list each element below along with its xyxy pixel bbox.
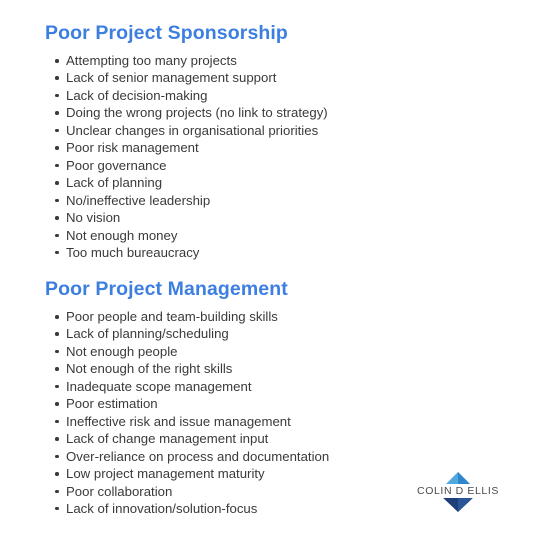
list-item xyxy=(45,500,329,517)
list-item-text: Lack of change management input xyxy=(66,431,269,447)
list-item xyxy=(45,483,329,500)
list-item-text: Not enough people xyxy=(66,343,178,359)
list-item-text: Poor estimation xyxy=(66,396,158,412)
bullet-icon xyxy=(55,234,59,238)
list-item-text: No vision xyxy=(66,210,121,226)
list-item-text: Lack of innovation/solution-focus xyxy=(66,500,258,516)
list-item-text: Lack of senior management support xyxy=(66,70,277,86)
bullet-icon xyxy=(55,111,59,115)
management-section xyxy=(45,276,329,517)
list-item xyxy=(45,343,329,360)
list-item xyxy=(45,87,328,104)
list-item xyxy=(45,52,328,69)
bullet-icon xyxy=(55,76,59,80)
list-item xyxy=(45,122,328,139)
list-item-text: Not enough money xyxy=(66,227,178,243)
bullet-icon xyxy=(55,332,59,336)
list-item xyxy=(45,395,329,412)
bullet-icon xyxy=(55,367,59,371)
list-item xyxy=(45,413,329,430)
bullet-icon xyxy=(55,129,59,133)
list-item xyxy=(45,325,329,342)
bullet-icon xyxy=(55,402,59,406)
management-heading: Poor Project Management xyxy=(45,278,288,300)
bullet-icon xyxy=(55,59,59,63)
bullet-icon xyxy=(55,490,59,494)
bullet-icon xyxy=(55,472,59,476)
list-item-text: Not enough of the right skills xyxy=(66,361,233,377)
bullet-icon xyxy=(55,181,59,185)
list-item xyxy=(45,244,328,261)
bullet-icon xyxy=(55,199,59,203)
bullet-icon xyxy=(55,455,59,459)
list-item-text: Inadequate scope management xyxy=(66,378,252,394)
bullet-icon xyxy=(55,146,59,150)
sponsorship-heading: Poor Project Sponsorship xyxy=(45,22,288,44)
bullet-icon xyxy=(55,164,59,168)
list-item-text: Poor people and team-building skills xyxy=(66,309,278,324)
bullet-icon xyxy=(55,437,59,441)
list-item-text: Poor risk management xyxy=(66,140,199,156)
list-item-text: Doing the wrong projects (no link to strategy) xyxy=(66,105,328,121)
list-item xyxy=(45,157,328,174)
list-item-text: No/ineffective leadership xyxy=(66,192,211,208)
list-item xyxy=(45,448,329,465)
list-item xyxy=(45,308,329,325)
list-item-text: Poor collaboration xyxy=(66,483,173,499)
list-item xyxy=(45,378,329,395)
list-item-text: Attempting too many projects xyxy=(66,53,237,68)
list-item xyxy=(45,430,329,447)
list-item xyxy=(45,69,328,86)
list-item-text: Lack of planning xyxy=(66,175,163,191)
list-item-text: Poor governance xyxy=(66,157,167,173)
bullet-icon xyxy=(55,385,59,389)
list-item-text: Lack of decision-making xyxy=(66,87,208,103)
bullet-icon xyxy=(55,420,59,424)
bullet-icon xyxy=(55,216,59,220)
list-item xyxy=(45,104,328,121)
list-item xyxy=(45,209,328,226)
list-item xyxy=(45,174,328,191)
list-item xyxy=(45,227,328,244)
bullet-icon xyxy=(55,315,59,319)
sponsorship-list xyxy=(45,52,328,261)
list-item-text: Over-reliance on process and documentation xyxy=(66,448,330,464)
list-item-text: Lack of planning/scheduling xyxy=(66,326,229,342)
bullet-icon xyxy=(55,350,59,354)
bullet-icon xyxy=(55,507,59,511)
list-item-text: Low project management maturity xyxy=(66,466,265,482)
sponsorship-section xyxy=(45,20,328,261)
list-item xyxy=(45,139,328,156)
list-item xyxy=(45,360,329,377)
bullet-icon xyxy=(55,251,59,255)
list-item xyxy=(45,192,328,209)
list-item-text: Unclear changes in organisational priorities xyxy=(66,122,319,138)
list-item xyxy=(45,465,329,482)
colin-d-ellis-logo xyxy=(408,470,508,514)
management-list xyxy=(45,308,329,517)
list-item-text: Too much bureaucracy xyxy=(66,244,200,260)
logo-wordmark: COLIN D ELLIS xyxy=(417,485,499,497)
list-item-text: Ineffective risk and issue management xyxy=(66,413,291,429)
bullet-icon xyxy=(55,94,59,98)
